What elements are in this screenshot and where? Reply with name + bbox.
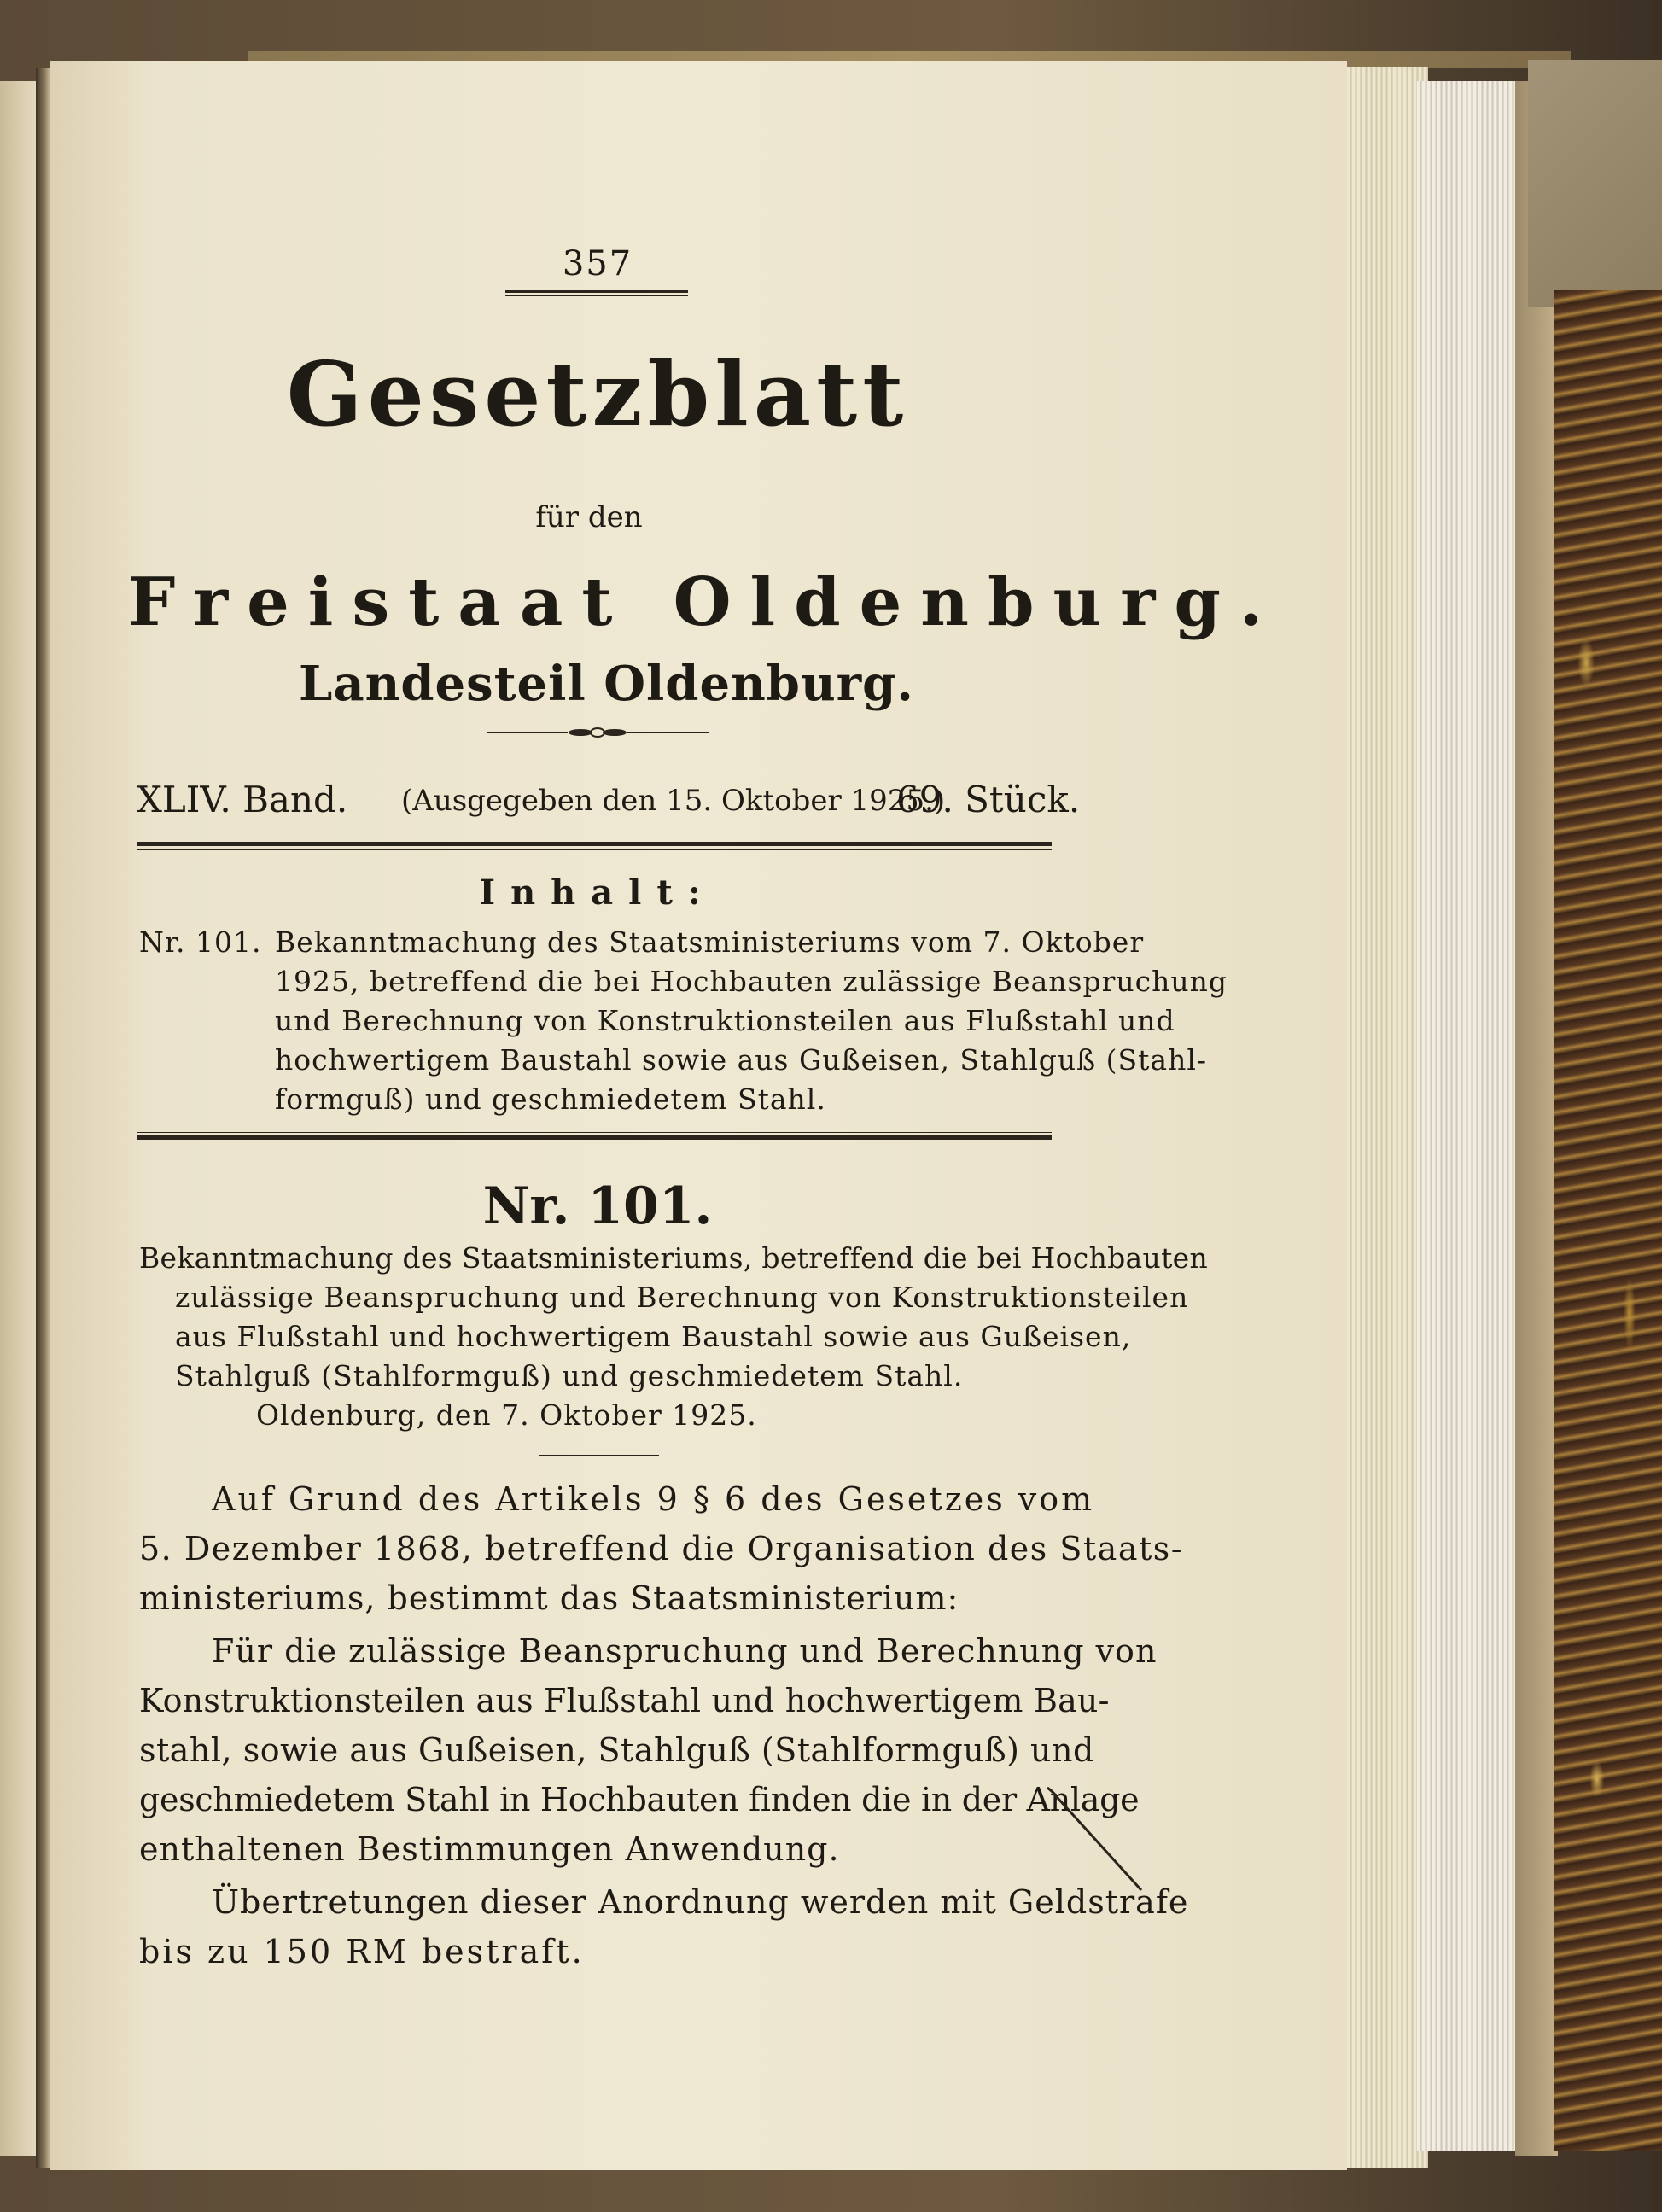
body-line: 5. Dezember 1868, betreffend die Organisation des Staats- <box>139 1530 1184 1567</box>
cover-board-edge <box>1515 81 1558 2156</box>
notice-heading: Nr. 101. <box>482 1176 713 1236</box>
body-line: bis zu 150 RM bestraft. <box>139 1933 585 1970</box>
issue-date: (Ausgegeben den 15. Oktober 1925.) <box>401 784 946 818</box>
notice-separator <box>539 1455 659 1456</box>
state-name: Freistaat Oldenburg. <box>128 563 1282 641</box>
gazette-title: Gesetzblatt <box>286 341 909 446</box>
body-line: Auf Grund des Artikels 9 § 6 des Gesetzes vom <box>212 1480 1095 1518</box>
state-part: Landesteil Oldenburg. <box>299 656 914 712</box>
notice-subject-line: Stahlguß (Stahlformguß) und geschmiedetem Stahl. <box>175 1359 964 1392</box>
page-stack-edge <box>1347 67 1428 2168</box>
page-number-rule-thin <box>505 295 688 296</box>
contents-number: Nr. 101. <box>139 925 262 959</box>
notice-subject-line: zulässige Beanspruchung und Berechnung von Konstruktionsteilen <box>175 1281 1189 1314</box>
body-line: geschmiedetem Stahl in Hochbauten finden die in der Anlage <box>139 1781 1140 1818</box>
notice-subject-line: Bekanntmachung des Staatsministeriums, betreffend die bei Hochbauten <box>139 1241 1209 1275</box>
body-line: enthaltenen Bestimmungen Anwendung. <box>139 1830 840 1868</box>
body-line: Für die zulässige Beanspruchung und Berechnung von <box>212 1632 1158 1670</box>
ornament-divider <box>487 727 709 738</box>
notice-subject-line: aus Flußstahl und hochwertigem Baustahl sowie aus Gußeisen, <box>175 1320 1132 1353</box>
body-line: Konstruktionsteilen aus Flußstahl und hochwertigem Bau- <box>139 1682 1110 1719</box>
body-line: Übertretungen dieser Anordnung werden mit Geldstrafe <box>212 1883 1189 1921</box>
page-number: 357 <box>562 244 633 283</box>
volume-label: XLIV. Band. <box>137 779 348 820</box>
contents-line: Bekanntmachung des Staatsministeriums vom 7. Oktober <box>275 925 1145 959</box>
title-connector: für den <box>535 500 643 534</box>
pencil-mark <box>1046 1784 1148 1895</box>
contents-line: formguß) und geschmiedetem Stahl. <box>275 1083 826 1116</box>
notice-place-date: Oldenburg, den 7. Oktober 1925. <box>256 1398 757 1432</box>
marbled-cover <box>1554 290 1662 2151</box>
contents-line: und Berechnung von Konstruktionsteilen aus Flußstahl und <box>275 1004 1175 1037</box>
contents-heading: Inhalt: <box>479 873 716 913</box>
contents-rule-thick <box>137 1135 1052 1140</box>
facing-page-edge <box>0 81 38 2156</box>
contents-rule-thin <box>137 1132 1052 1133</box>
issue-rule-thin <box>137 849 1052 850</box>
issue-piece: 69. Stück. <box>896 779 1081 820</box>
body-line: stahl, sowie aus Gußeisen, Stahlguß (Stahlformguß) und <box>139 1731 1094 1769</box>
page-stack-edge-outer <box>1417 81 1519 2151</box>
contents-line: 1925, betreffend die bei Hochbauten zulässige Beanspruchung <box>275 965 1228 998</box>
issue-rule-thick <box>137 842 1052 846</box>
body-line: ministeriums, bestimmt das Staatsministerium: <box>139 1579 959 1617</box>
page-number-rule <box>505 290 688 293</box>
contents-line: hochwertigem Baustahl sowie aus Gußeisen, Stahlguß (Stahl- <box>275 1043 1208 1077</box>
cover-corner <box>1528 60 1662 307</box>
